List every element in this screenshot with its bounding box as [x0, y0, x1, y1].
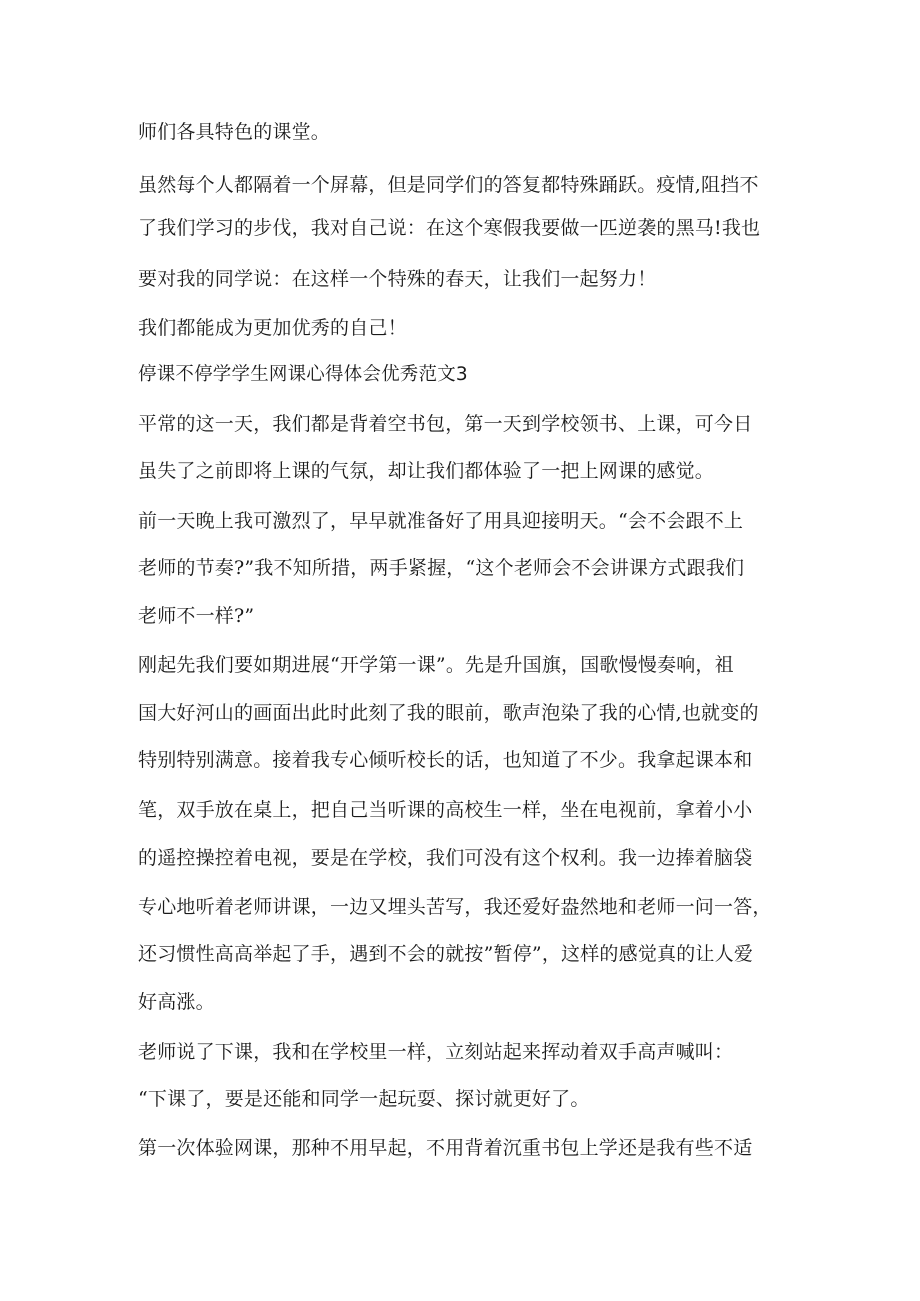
text-line: 了我们学习的步伐，我对自己说：在这个寒假我要做一匹逆袭的黑马!我也 [138, 217, 761, 239]
text-line: 第一次体验网课，那种不用早起，不用背着沉重书包上学还是我有些不适 [138, 1137, 753, 1159]
text-line: 好高涨。 [138, 991, 215, 1013]
section-heading: 停课不停学学生网课心得体会优秀范文3 [138, 364, 468, 385]
text-line: 要对我的同学说：在这样一个特殊的春天，让我们一起努力！ [138, 268, 657, 290]
text-line: 老师的节奏?”我不知所措，两手紧握，“这个老师会不会讲课方式跟我们 [138, 557, 745, 579]
text-line: 虽然每个人都隔着一个屏幕，但是同学们的答复都特殊踊跃。疫情,阻挡不 [138, 174, 759, 196]
text-line: 特别特别满意。接着我专心倾听校长的话，也知道了不少。我拿起课本和 [138, 749, 753, 771]
text-line: “下课了，要是还能和同学一起玩耍、探讨就更好了。 [138, 1088, 590, 1110]
text-line: 专心地听着老师讲课，一边又埋头苦写，我还爱好盎然地和老师一问一答， [138, 896, 772, 918]
text-line: 我们都能成为更加优秀的自己！ [138, 317, 407, 339]
text-line: 还习惯性高高举起了手，遇到不会的就按”暂停”，这样的感觉真的让人爱 [138, 943, 754, 965]
text-line: 前一天晚上我可激烈了，早早就准备好了用具迎接明天。“会不会跟不上 [138, 510, 744, 532]
text-line: 国大好河山的画面出此时此刻了我的眼前，歌声泡染了我的心情,也就变的 [138, 702, 759, 724]
text-line: 笔，双手放在桌上，把自己当听课的高校生一样，坐在电视前，拿着小小 [138, 799, 753, 821]
text-line: 平常的这一天，我们都是背着空书包，第一天到学校领书、上课，可今日 [138, 413, 753, 435]
text-line: 的遥控操控着电视，要是在学校，我们可没有这个权利。我一边捧着脑袋 [138, 847, 753, 869]
text-line: 虽失了之前即将上课的气氛，却让我们都体验了一把上网课的感觉。 [138, 460, 715, 482]
text-line: 刚起先我们要如期进展“开学第一课”。先是升国旗，国歌慢慢奏响，祖 [138, 654, 734, 676]
text-line: 老师不一样?” [138, 605, 255, 627]
text-line: 师们各具特色的课堂。 [138, 121, 331, 143]
text-line: 老师说了下课，我和在学校里一样，立刻站起来挥动着双手高声喊叫： [138, 1041, 734, 1063]
